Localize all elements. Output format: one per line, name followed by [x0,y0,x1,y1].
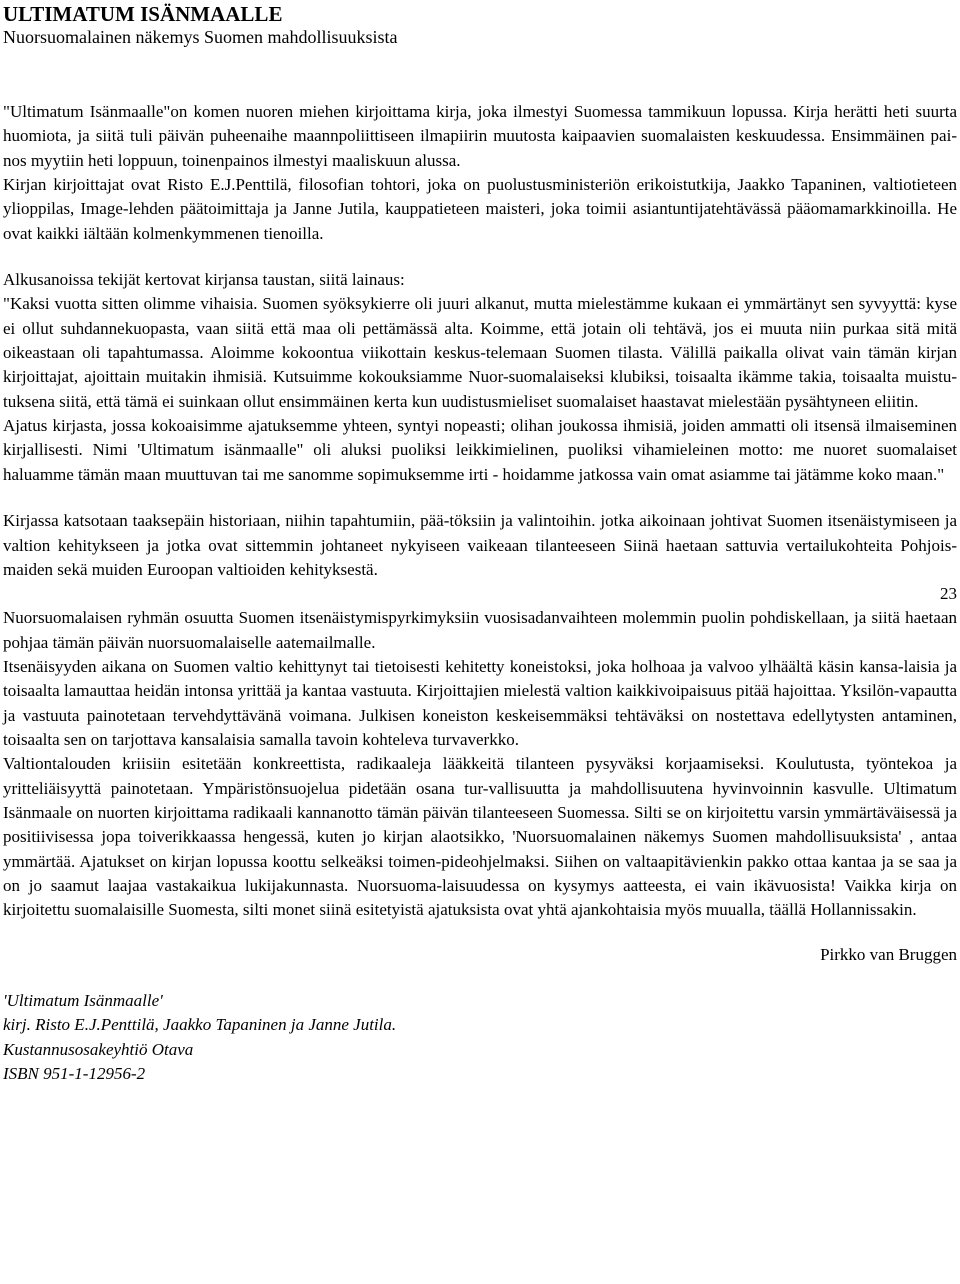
bibliography-publisher: Kustannusosakeyhtiö Otava [3,1039,194,1059]
spacer [3,246,957,268]
spacer [3,923,957,943]
bibliography [3,989,957,1087]
author-signature: Pirkko van Bruggen [820,944,957,964]
bibliography-isbn: ISBN 951-1-12956-2 [3,1064,146,1084]
paragraph-authors: Kirjan kirjoittajat ovat Risto E.J.Penttilä, filosofian tohtori, joka on puolustusministeriön erikoistutkija, Jaakko Tapaninen, valtiotieteen ylioppilas, Image-lehden päätoimittaja ja Janne Jutila, kauppatieteen maisteri, joka toimii asiantuntijatehtävässä pääomamarkkinoilla. He ovat kaikki iältään kolmenkymmenen tienoilla. [3,175,957,243]
paragraph-nuorsuomalaiset: Nuorsuomalaisen ryhmän osuutta Suomen itsenäistymispyrkimyksiin vuosisadanvaihteen molemmin puolin pohdiskellaan, ja siitä haetaan pohjaa tämän päivän nuorsuomalaiselle aatemailmalle. [3,608,957,652]
bibliography-authors: kirj. Risto E.J.Penttilä, Jaakko Tapaninen ja Janne Jutila. [3,1015,397,1035]
document-page [3,2,957,1087]
paragraph-independence: Itsenäisyyden aikana on Suomen valtio kehittynyt tai tietoisesti kehitetty koneistoksi, joka holhoaa ja valvoo ylhäältä käsin kansa-laisia ja toisaalta lamauttaa heidän intonsa yrittää ja kantaa vastuuta. Kirjoittajien mielestä valtion kaikkivoipaisuus pitää hajoittaa. Yksilön-vapautta ja vastuuta painotetaan tervehdyttävänä voimana. Julkisen koneiston keskeisemmäksi tehtäväksi on nostettava edellytysten antaminen, toisaalta sen on tarjottava kansalaisia samalla tavoin kohteleva turvaverkko. [3,656,957,749]
bibliography-title: 'Ultimatum Isänmaalle' [3,990,163,1010]
paragraph-history: Kirjassa katsotaan taaksepäin historiaan, niihin tapahtumiin, pää-töksiin ja valintoihin. jotka aikoinaan johtivat Suomen itsenäistymiseen ja valtion kehitykseen ja jotka ovat sittemmin johtaneet nykyiseen vaikeaan tilanteeseen Siinä haetaan sattuvia vertailukohteita Pohjois-maiden sekä muiden Euroopan valtioiden kehityksestä. [3,511,957,579]
paragraph-quote-1: "Kaksi vuotta sitten olimme vihaisia. Suomen syöksykierre oli juuri alkanut, mutta mielestämme kukaan ei ymmärtänyt sen syvyyttä: kyse ei ollut suhdannekuopasta, vaan siitä että maa oli pettämässä alta. Koimme, että jotain oli tehtävä, jos ei muuta niin purkaa sitä mitä oikeastaan oli tapahtumassa. Aloimme kokoontua viikottain keskus-telemaan Suomen tilasta. Välillä paikalla olivat vain tämän kirjan kirjoittajat, ajoittain muitakin ihmisiä. Kutsuimme kokouksiamme Nuor-suomalaiseksi klubiksi, toisaalta ikämme takia, toisaalta muistu-tuksena siitä, että tämä ei suinkaan ollut ensimmäinen kerta kun uudistusmieliset suomalaiset haastavat mielestään pysähtyneen eliitin. [3,294,957,411]
paragraph-quote-2: Ajatus kirjasta, jossa kokoaisimme ajatuksemme yhteen, syntyi nopeasti; olihan joukossa ihmisiä, joiden ammatti oli itsensä ilmaiseminen kirjallisesti. Nimi 'Ultimatum isänmaalle" oli aluksi puoliksi leikkimielinen, puoliksi vihamieleinen motto: me nuoret suomalaiset haluamme tämän maan muuttuvan tai me sanomme sopimuksemme irti - hoidamme jatkossa vain omat asiamme tai jätämme koko maan." [3,416,957,484]
document-title: ULTIMATUM ISÄNMAALLE [3,2,283,26]
spacer [3,967,957,989]
spacer [3,487,957,509]
document-subtitle: Nuorsuomalainen näkemys Suomen mahdollisuuksista [3,27,398,47]
paragraph-preface-lead: Alkusanoissa tekijät kertovat kirjansa taustan, siitä lainaus: [3,270,405,290]
paragraph-intro: "Ultimatum Isänmaalle"on komen nuoren miehen kirjoittama kirja, joka ilmestyi Suomessa tammikuun lopussa. Kirja herätti heti suurta huomiota, ja siitä tuli päivän puheenaihe maannpoliittiseen ilmapiirin muutosta kaipaavien suomalaisten keskuudessa. Ensimmäinen pai-nos myytiin heti loppuun, toinenpainos ilmestyi maaliskuun alussa. [3,102,957,170]
paragraph-economy: Valtiontalouden kriisiin esitetään konkreettista, radikaaleja lääkkeitä tilanteen pysyväksi korjaamiseksi. Koulutusta, työntekoa ja yritteliäisyyttä painotetaan. Ympäristönsuojelua pidetään osana tur-vallisuutta ja mahdollisuutena hyvinvoinnin kasvulle. Ultimatum Isänmaale on nuorten kirjoittama radikaali kannanotto tämän päivän tilanteeseen Suomessa. Silti se on kirjoitettu varsin ymmärtäväisessä ja positiivisessa jopa toiverikkaassa hengessä, kuten jo kirjan alaotsikko, 'Nuorsuomalainen näkemys Suomen mahdollisuuksista' , antaa ymmärtää. Ajatukset on kirjan lopussa koottu selkeäksi toimen-pideohjelmaksi. Siihen on valtaapitävienkin pakko ottaa kantaa ja se saa ja on jo saamut laajaa vastakaikua lukijakunnasta. Nuorsuoma-laisuudessa on kysymys aatteesta, ei vain ikävuosista! Vaikka kirja on kirjoitettu suomalaisille Suomesta, silti monet siinä esitetyistä ajatuksista ovat yhtä ajankohtaisia myös muualla, täällä Hollannissakin. [3,754,957,920]
page-number: 23 [940,584,957,604]
